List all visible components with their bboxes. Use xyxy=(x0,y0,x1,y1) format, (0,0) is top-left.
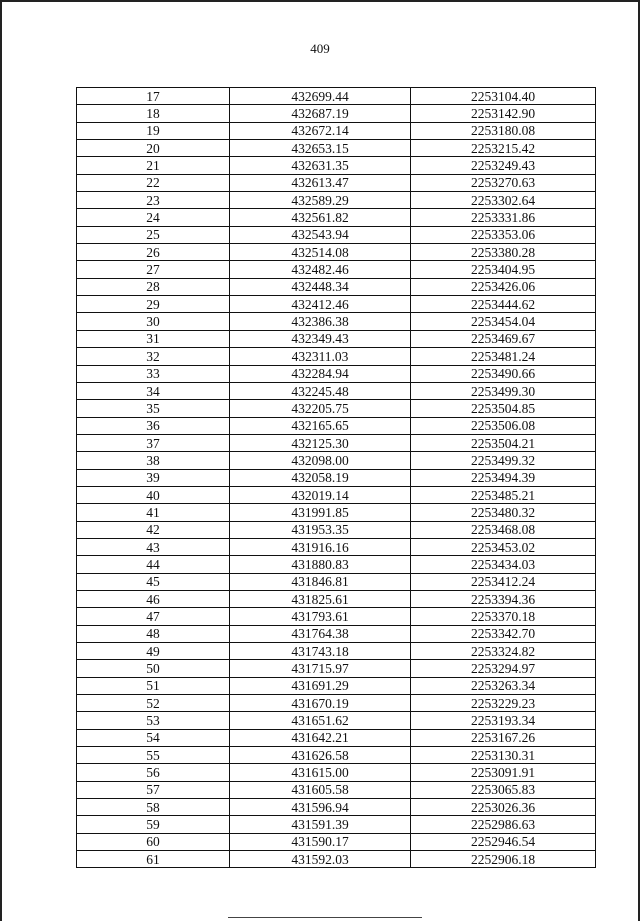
x-coordinate-cell: 432386.38 xyxy=(230,313,411,330)
y-coordinate-cell: 2253249.43 xyxy=(411,157,596,174)
table-row xyxy=(77,556,596,573)
point-number-cell: 60 xyxy=(77,833,230,850)
y-coordinate-cell: 2252906.18 xyxy=(411,851,596,868)
x-coordinate-cell: 431691.29 xyxy=(230,677,411,694)
point-number-cell: 39 xyxy=(77,469,230,486)
point-number-cell: 46 xyxy=(77,590,230,607)
y-coordinate-cell: 2253215.42 xyxy=(411,140,596,157)
point-number-cell: 27 xyxy=(77,261,230,278)
table-row xyxy=(77,452,596,469)
y-coordinate-cell: 2253481.24 xyxy=(411,348,596,365)
point-number-cell: 33 xyxy=(77,365,230,382)
table-row xyxy=(77,434,596,451)
point-number-cell: 43 xyxy=(77,538,230,555)
x-coordinate-cell: 432284.94 xyxy=(230,365,411,382)
y-coordinate-cell: 2253065.83 xyxy=(411,781,596,798)
x-coordinate-cell: 431592.03 xyxy=(230,851,411,868)
point-number-cell: 41 xyxy=(77,504,230,521)
point-number-cell: 58 xyxy=(77,799,230,816)
point-number-cell: 26 xyxy=(77,244,230,261)
table-row xyxy=(77,625,596,642)
y-coordinate-cell: 2253130.31 xyxy=(411,747,596,764)
table-row xyxy=(77,851,596,868)
y-coordinate-cell: 2253353.06 xyxy=(411,226,596,243)
y-coordinate-cell: 2253454.04 xyxy=(411,313,596,330)
point-number-cell: 48 xyxy=(77,625,230,642)
x-coordinate-cell: 432589.29 xyxy=(230,192,411,209)
table-row xyxy=(77,590,596,607)
point-number-cell: 57 xyxy=(77,781,230,798)
table-row xyxy=(77,538,596,555)
table-row xyxy=(77,105,596,122)
point-number-cell: 36 xyxy=(77,417,230,434)
table-row xyxy=(77,504,596,521)
y-coordinate-cell: 2253294.97 xyxy=(411,660,596,677)
table-row xyxy=(77,157,596,174)
table-row xyxy=(77,400,596,417)
table-row xyxy=(77,833,596,850)
point-number-cell: 18 xyxy=(77,105,230,122)
bottom-rule xyxy=(228,917,422,918)
x-coordinate-cell: 431596.94 xyxy=(230,799,411,816)
table-row xyxy=(77,226,596,243)
point-number-cell: 17 xyxy=(77,88,230,105)
table-row xyxy=(77,781,596,798)
table-row xyxy=(77,278,596,295)
table-row xyxy=(77,122,596,139)
y-coordinate-cell: 2253026.36 xyxy=(411,799,596,816)
point-number-cell: 35 xyxy=(77,400,230,417)
x-coordinate-cell: 431916.16 xyxy=(230,538,411,555)
point-number-cell: 38 xyxy=(77,452,230,469)
x-coordinate-cell: 431651.62 xyxy=(230,712,411,729)
x-coordinate-cell: 432699.44 xyxy=(230,88,411,105)
y-coordinate-cell: 2253394.36 xyxy=(411,590,596,607)
point-number-cell: 54 xyxy=(77,729,230,746)
point-number-cell: 56 xyxy=(77,764,230,781)
x-coordinate-cell: 432311.03 xyxy=(230,348,411,365)
y-coordinate-cell: 2253404.95 xyxy=(411,261,596,278)
table-row xyxy=(77,521,596,538)
y-coordinate-cell: 2253499.32 xyxy=(411,452,596,469)
y-coordinate-cell: 2253380.28 xyxy=(411,244,596,261)
y-coordinate-cell: 2253434.03 xyxy=(411,556,596,573)
table-row xyxy=(77,261,596,278)
x-coordinate-cell: 431825.61 xyxy=(230,590,411,607)
table-row xyxy=(77,382,596,399)
point-number-cell: 31 xyxy=(77,330,230,347)
y-coordinate-cell: 2253469.67 xyxy=(411,330,596,347)
table-row xyxy=(77,677,596,694)
y-coordinate-cell: 2253142.90 xyxy=(411,105,596,122)
table-row xyxy=(77,417,596,434)
table-row xyxy=(77,573,596,590)
y-coordinate-cell: 2253494.39 xyxy=(411,469,596,486)
table-row xyxy=(77,209,596,226)
point-number-cell: 55 xyxy=(77,747,230,764)
y-coordinate-cell: 2252946.54 xyxy=(411,833,596,850)
x-coordinate-cell: 431715.97 xyxy=(230,660,411,677)
point-number-cell: 53 xyxy=(77,712,230,729)
coordinates-table xyxy=(76,87,596,868)
point-number-cell: 28 xyxy=(77,278,230,295)
table-row xyxy=(77,244,596,261)
x-coordinate-cell: 431953.35 xyxy=(230,521,411,538)
point-number-cell: 49 xyxy=(77,643,230,660)
x-coordinate-cell: 432613.47 xyxy=(230,174,411,191)
point-number-cell: 40 xyxy=(77,486,230,503)
x-coordinate-cell: 431626.58 xyxy=(230,747,411,764)
y-coordinate-cell: 2253370.18 xyxy=(411,608,596,625)
y-coordinate-cell: 2253485.21 xyxy=(411,486,596,503)
table-row xyxy=(77,608,596,625)
y-coordinate-cell: 2253331.86 xyxy=(411,209,596,226)
y-coordinate-cell: 2253412.24 xyxy=(411,573,596,590)
y-coordinate-cell: 2253229.23 xyxy=(411,695,596,712)
table-row xyxy=(77,296,596,313)
x-coordinate-cell: 431764.38 xyxy=(230,625,411,642)
table-row xyxy=(77,660,596,677)
y-coordinate-cell: 2253324.82 xyxy=(411,643,596,660)
table-row xyxy=(77,313,596,330)
x-coordinate-cell: 432019.14 xyxy=(230,486,411,503)
point-number-cell: 61 xyxy=(77,851,230,868)
point-number-cell: 44 xyxy=(77,556,230,573)
x-coordinate-cell: 432514.08 xyxy=(230,244,411,261)
table-row xyxy=(77,348,596,365)
point-number-cell: 21 xyxy=(77,157,230,174)
y-coordinate-cell: 2253444.62 xyxy=(411,296,596,313)
coordinates-table-body xyxy=(77,88,596,868)
x-coordinate-cell: 432448.34 xyxy=(230,278,411,295)
point-number-cell: 37 xyxy=(77,434,230,451)
table-row xyxy=(77,88,596,105)
x-coordinate-cell: 431670.19 xyxy=(230,695,411,712)
y-coordinate-cell: 2253193.34 xyxy=(411,712,596,729)
point-number-cell: 47 xyxy=(77,608,230,625)
y-coordinate-cell: 2253480.32 xyxy=(411,504,596,521)
y-coordinate-cell: 2253104.40 xyxy=(411,88,596,105)
table-row xyxy=(77,486,596,503)
x-coordinate-cell: 431793.61 xyxy=(230,608,411,625)
table-row xyxy=(77,712,596,729)
y-coordinate-cell: 2253453.02 xyxy=(411,538,596,555)
table-row xyxy=(77,174,596,191)
y-coordinate-cell: 2253499.30 xyxy=(411,382,596,399)
point-number-cell: 45 xyxy=(77,573,230,590)
page-edge-top xyxy=(0,0,640,2)
page-edge-left xyxy=(0,0,2,921)
table-row xyxy=(77,643,596,660)
x-coordinate-cell: 432205.75 xyxy=(230,400,411,417)
page-number: 409 xyxy=(310,41,330,56)
x-coordinate-cell: 432543.94 xyxy=(230,226,411,243)
x-coordinate-cell: 432349.43 xyxy=(230,330,411,347)
table-row xyxy=(77,816,596,833)
point-number-cell: 19 xyxy=(77,122,230,139)
point-number-cell: 52 xyxy=(77,695,230,712)
table-row xyxy=(77,330,596,347)
x-coordinate-cell: 432165.65 xyxy=(230,417,411,434)
y-coordinate-cell: 2253490.66 xyxy=(411,365,596,382)
x-coordinate-cell: 432687.19 xyxy=(230,105,411,122)
table-row xyxy=(77,764,596,781)
y-coordinate-cell: 2253270.63 xyxy=(411,174,596,191)
x-coordinate-cell: 431591.39 xyxy=(230,816,411,833)
x-coordinate-cell: 431615.00 xyxy=(230,764,411,781)
table-row xyxy=(77,799,596,816)
x-coordinate-cell: 432482.46 xyxy=(230,261,411,278)
point-number-cell: 25 xyxy=(77,226,230,243)
point-number-cell: 29 xyxy=(77,296,230,313)
x-coordinate-cell: 431642.21 xyxy=(230,729,411,746)
x-coordinate-cell: 432412.46 xyxy=(230,296,411,313)
point-number-cell: 51 xyxy=(77,677,230,694)
y-coordinate-cell: 2253468.08 xyxy=(411,521,596,538)
point-number-cell: 32 xyxy=(77,348,230,365)
point-number-cell: 34 xyxy=(77,382,230,399)
y-coordinate-cell: 2253091.91 xyxy=(411,764,596,781)
x-coordinate-cell: 432098.00 xyxy=(230,452,411,469)
y-coordinate-cell: 2253167.26 xyxy=(411,729,596,746)
y-coordinate-cell: 2253426.06 xyxy=(411,278,596,295)
point-number-cell: 20 xyxy=(77,140,230,157)
x-coordinate-cell: 432631.35 xyxy=(230,157,411,174)
point-number-cell: 59 xyxy=(77,816,230,833)
x-coordinate-cell: 431880.83 xyxy=(230,556,411,573)
point-number-cell: 50 xyxy=(77,660,230,677)
point-number-cell: 30 xyxy=(77,313,230,330)
table-row xyxy=(77,729,596,746)
y-coordinate-cell: 2253180.08 xyxy=(411,122,596,139)
x-coordinate-cell: 431743.18 xyxy=(230,643,411,660)
x-coordinate-cell: 432561.82 xyxy=(230,209,411,226)
x-coordinate-cell: 431605.58 xyxy=(230,781,411,798)
y-coordinate-cell: 2253506.08 xyxy=(411,417,596,434)
table-row xyxy=(77,747,596,764)
y-coordinate-cell: 2252986.63 xyxy=(411,816,596,833)
x-coordinate-cell: 431590.17 xyxy=(230,833,411,850)
point-number-cell: 22 xyxy=(77,174,230,191)
table-row xyxy=(77,140,596,157)
point-number-cell: 23 xyxy=(77,192,230,209)
point-number-cell: 24 xyxy=(77,209,230,226)
table-row xyxy=(77,192,596,209)
table-row xyxy=(77,365,596,382)
y-coordinate-cell: 2253263.34 xyxy=(411,677,596,694)
x-coordinate-cell: 432058.19 xyxy=(230,469,411,486)
table-row xyxy=(77,695,596,712)
y-coordinate-cell: 2253504.21 xyxy=(411,434,596,451)
x-coordinate-cell: 431991.85 xyxy=(230,504,411,521)
point-number-cell: 42 xyxy=(77,521,230,538)
y-coordinate-cell: 2253302.64 xyxy=(411,192,596,209)
x-coordinate-cell: 432125.30 xyxy=(230,434,411,451)
x-coordinate-cell: 432653.15 xyxy=(230,140,411,157)
x-coordinate-cell: 431846.81 xyxy=(230,573,411,590)
y-coordinate-cell: 2253342.70 xyxy=(411,625,596,642)
table-row xyxy=(77,469,596,486)
x-coordinate-cell: 432245.48 xyxy=(230,382,411,399)
y-coordinate-cell: 2253504.85 xyxy=(411,400,596,417)
x-coordinate-cell: 432672.14 xyxy=(230,122,411,139)
